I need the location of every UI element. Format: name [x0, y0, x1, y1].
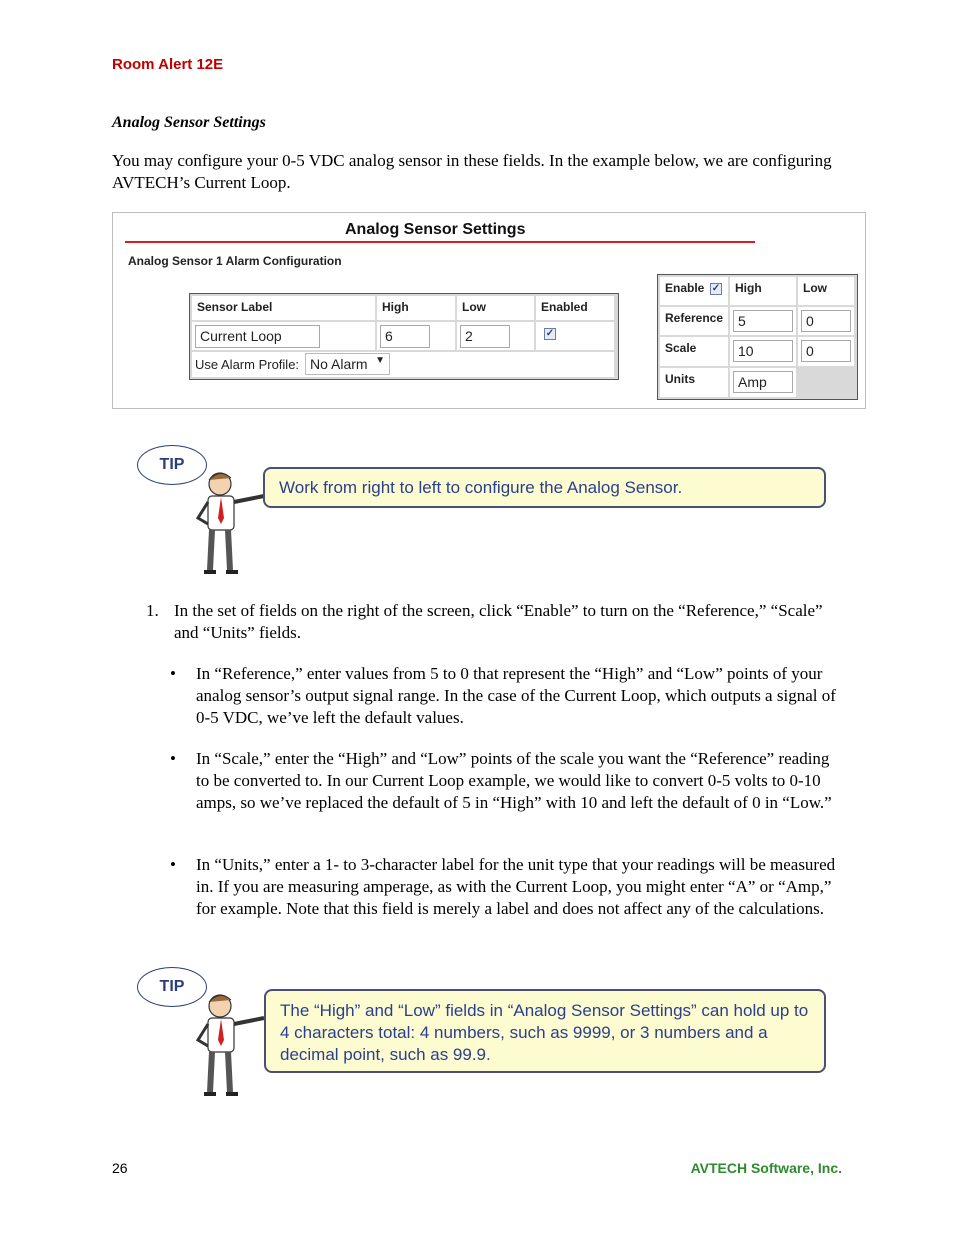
- enabled-cell: [536, 322, 614, 350]
- document-header-product: Room Alert 12E: [112, 56, 224, 73]
- reference-high-cell: [730, 307, 796, 335]
- enable-label: Enable: [665, 281, 705, 295]
- units-cell: [730, 368, 796, 397]
- alarm-config-table: [189, 293, 619, 380]
- section-title: Analog Sensor Settings: [112, 114, 266, 131]
- step-1-number: 1.: [146, 601, 159, 620]
- high-cell: [377, 322, 455, 350]
- step-1-text: In the set of fields on the right of the screen, click “Enable” to turn on the “Reference,” “Scale” and “Units” fields.: [174, 601, 823, 642]
- alarm-profile-row: [192, 352, 614, 377]
- alarm-profile-select[interactable]: [305, 353, 390, 375]
- reference-high-input[interactable]: 5: [733, 310, 793, 332]
- tip-presenter-icon-1: [190, 466, 270, 578]
- scaling-table: [657, 274, 858, 400]
- page-number: 26: [112, 1160, 128, 1176]
- low-input[interactable]: 2: [460, 325, 510, 348]
- alarm-profile-label: Use Alarm Profile:: [195, 357, 300, 372]
- title-divider: [125, 241, 755, 243]
- dropdown-arrow-icon: ▼: [375, 355, 385, 366]
- high-input[interactable]: 6: [380, 325, 430, 348]
- settings-screenshot: [112, 212, 866, 409]
- reference-row-label: Reference: [660, 307, 728, 335]
- low-cell: [457, 322, 534, 350]
- tip-presenter-icon-2: [190, 988, 270, 1100]
- enable-header-cell: [660, 277, 728, 305]
- col-header-scale-high: High: [730, 277, 796, 305]
- scale-high-input[interactable]: 10: [733, 340, 793, 362]
- bullet-icon: •: [170, 855, 176, 874]
- reference-low-input[interactable]: 0: [801, 310, 851, 332]
- units-row-label: Units: [660, 368, 728, 397]
- scale-low-cell: [798, 337, 854, 366]
- bullet-icon: •: [170, 749, 176, 768]
- tip-box-1: Work from right to left to configure the Analog Sensor.: [263, 467, 826, 508]
- col-header-sensor-label: Sensor Label: [192, 296, 375, 320]
- sensor-label-cell: [192, 322, 375, 350]
- footer-company: AVTECH Software, Inc.: [690, 1160, 842, 1176]
- units-input[interactable]: Amp: [733, 371, 793, 393]
- enabled-checkbox[interactable]: ✓: [545, 328, 555, 339]
- tip-bubble-2: TIP: [137, 967, 207, 1007]
- bullet-reference-text: In “Reference,” enter values from 5 to 0 that represent the “High” and “Low” points of your analog sensor’s output signal range. In the case of the Current Loop, which outputs a signal of 0-5 VDC, we’ve left the default values.: [196, 664, 836, 727]
- tip-bubble-1: TIP: [137, 445, 207, 485]
- sensor-label-input[interactable]: Current Loop: [195, 325, 320, 348]
- scale-high-cell: [730, 337, 796, 366]
- reference-low-cell: [798, 307, 854, 335]
- col-header-low: Low: [457, 296, 534, 320]
- bullet-scale-text: In “Scale,” enter the “High” and “Low” points of the scale you want the “Reference” reading to be converted to. In our Current Loop example, we would like to convert 0-5 volts to 0-10 amps, so we’ve replaced the default of 5 in “High” with 10 and left the default of 0 in “Low.”: [196, 749, 832, 812]
- alarm-profile-value: No Alarm: [310, 356, 368, 372]
- col-header-high: High: [377, 296, 455, 320]
- tip-box-2: The “High” and “Low” fields in “Analog Sensor Settings” can hold up to 4 characters total: 4 numbers, such as 9999, or 3 numbers and a decimal point, such as 99.9.: [264, 989, 826, 1073]
- col-header-enabled: Enabled: [536, 296, 614, 320]
- enable-checkbox[interactable]: ✓: [711, 283, 721, 294]
- col-header-scale-low: Low: [798, 277, 854, 305]
- scale-low-input[interactable]: 0: [801, 340, 851, 362]
- scale-row-label: Scale: [660, 337, 728, 366]
- screenshot-title: Analog Sensor Settings: [345, 221, 526, 238]
- intro-paragraph: You may configure your 0-5 VDC analog sensor in these fields. In the example below, we are configuring AVTECH’s Current Loop.: [112, 151, 832, 192]
- bullet-icon: •: [170, 664, 176, 683]
- bullet-units-text: In “Units,” enter a 1- to 3-character label for the unit type that your readings will be measured in. If you are measuring amperage, as with the Current Loop, you might enter “A” or “Amp,” for example. Note that this field is merely a label and does not affect any of the calculations.: [196, 855, 836, 918]
- screenshot-subtitle: Analog Sensor 1 Alarm Configuration: [128, 254, 342, 268]
